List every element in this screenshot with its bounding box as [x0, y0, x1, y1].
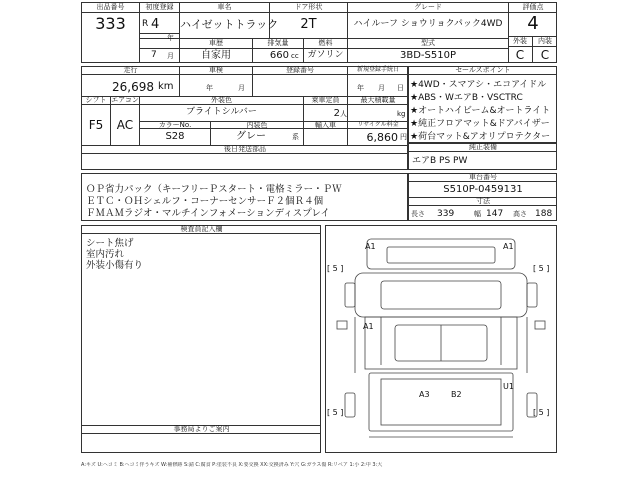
displacement: 660: [269, 50, 289, 61]
damage-mark: A1: [363, 322, 374, 331]
new-reg-day-unit: 日: [397, 84, 404, 92]
inspector-notes: [86, 238, 143, 271]
sales-point-item: ★純正フロアマット&ドアバイザー: [410, 119, 550, 129]
dimensions-label: 寸法: [476, 197, 490, 205]
height: 188: [535, 209, 553, 219]
recycle-fee-unit: 円: [400, 133, 407, 141]
tire-mark: [ 5 ]: [533, 264, 550, 273]
options-text: [86, 184, 342, 220]
options-line: ＥＴＣ・ＯＨシェルフ・コーナーセンサーＦ２個Ｒ４個: [86, 196, 324, 207]
footer-legend: A:キズ U:ヘコミ B:ヘコミ伴うキズ W:補修跡 S:錆 C:腐食 P:塗装不良 X:要交換 XX:交換済み Y:穴 G:ガラス傷 R:リペア 1:小 2:中 3:大: [81, 462, 383, 468]
damage-mark: A1: [365, 242, 376, 251]
inspector-label: 検査員記入欄: [180, 225, 223, 233]
chassis-label: 車台番号: [469, 173, 497, 181]
mileage-label: 走行: [123, 66, 138, 74]
body-color: ブライトシルバー: [186, 107, 257, 117]
sales-point-item: ★4WD・スマアシ・エコアイドル: [410, 80, 547, 90]
windshield-outline: [387, 247, 495, 263]
new-reg-month-unit: 月: [378, 84, 385, 92]
options-line: ＯＰ省力パック（キーフリーＰスタート・電格ミラー・ＰＷ: [86, 184, 342, 195]
fuel-label: 燃料: [318, 39, 333, 47]
color-no: S28: [165, 131, 185, 142]
wheel-front-right: [527, 283, 537, 307]
mirror-right: [535, 321, 545, 329]
front-view-outline: [367, 239, 515, 269]
car-name: ハイゼットトラック: [180, 18, 279, 31]
chassis-number: S510P-0459131: [443, 184, 523, 195]
inspection-year-unit: 年: [206, 84, 213, 92]
model-code: 3BD-S510P: [400, 50, 456, 61]
fuel: ガソリン: [307, 50, 344, 60]
sales-point-item: ★荷台マット&アオリプロテクター: [410, 132, 551, 142]
recycle-fee-label: リサイクル料金: [357, 121, 399, 128]
score: 4: [527, 13, 539, 34]
interior-color-label: 内装色: [246, 121, 268, 129]
interior-color-unit: 系: [292, 133, 299, 141]
car-name-label: 車名: [217, 3, 232, 11]
era: R: [142, 19, 149, 29]
standard-equipment: エアB PS PW: [412, 156, 468, 166]
wheel-rear-left: [345, 393, 355, 417]
length: 339: [437, 209, 455, 219]
shift-label: シフト: [85, 96, 107, 104]
tire-mark: [ 5 ]: [533, 408, 550, 417]
mileage: 26,698: [112, 80, 154, 94]
grade: ハイルーフ ショウリョクパック4WD: [353, 19, 503, 29]
displacement-unit: cc: [291, 52, 299, 60]
inspector-note: 室内汚れ: [86, 249, 125, 260]
damage-mark: U1: [503, 382, 514, 391]
damage-mark: A1: [503, 242, 514, 251]
capacity-unit: 人: [340, 110, 347, 118]
height-label: 高さ: [513, 210, 527, 218]
new-reg-year-unit: 年: [357, 84, 364, 92]
wheel-front-left: [345, 283, 355, 307]
damage-mark: A3: [419, 390, 430, 399]
accessories-label: 後日発送部品: [224, 145, 266, 153]
interior-grade: C: [540, 48, 550, 62]
era-year: 4: [151, 17, 160, 32]
doors-label: ドア形状: [294, 3, 323, 11]
month-unit: 月: [167, 52, 174, 60]
plate-label: 登録番号: [286, 66, 314, 74]
cargo-bed-inner: [381, 379, 501, 425]
width: 147: [486, 209, 504, 219]
model-label: 型式: [421, 39, 435, 47]
office-label: 事務局よりご案内: [173, 425, 230, 433]
shift: F5: [88, 118, 104, 132]
inspector-note: 外装小傷有り: [86, 260, 144, 271]
interior-label: 内装: [538, 37, 552, 45]
import-label: 輸入車: [315, 121, 336, 129]
equipment-label: 純正装備: [469, 143, 497, 151]
door-type: 2T: [300, 17, 317, 32]
interior-color: グレー: [236, 131, 266, 142]
options-line: ＦＭＡＭラジオ・マルチインフォメーションディスプレイ: [86, 208, 330, 219]
lot-number: 333: [95, 14, 126, 33]
max-load-label: 最大積載量: [360, 96, 396, 104]
reg-month: 7: [151, 50, 157, 60]
length-label: 長さ: [411, 210, 425, 218]
sales-point-item: ★ABS・WエアB・VSCTRC: [410, 93, 523, 103]
color-label: 外装色: [211, 96, 232, 104]
grade-label: グレード: [414, 3, 442, 11]
usage-label: 車歴: [209, 39, 223, 47]
max-load-unit: kg: [397, 110, 406, 118]
score-label: 評価点: [522, 3, 544, 11]
exterior-label: 外装: [513, 37, 527, 45]
new-reg-date-label: 新規登録手続日: [356, 66, 399, 73]
inspector-note: シート焦げ: [86, 238, 134, 249]
tire-mark: [ 5 ]: [327, 408, 344, 417]
lot-label: 出品番号: [96, 3, 125, 11]
damage-mark: B2: [451, 390, 462, 399]
inspection-month-unit: 月: [238, 84, 245, 92]
mileage-unit: km: [158, 81, 174, 92]
color-no-label: カラーNo.: [158, 121, 192, 129]
tire-mark: [ 5 ]: [327, 264, 344, 273]
sales-point-item: ★オートハイビーム&オートライト: [410, 106, 551, 116]
exterior-grade: C: [515, 48, 525, 62]
width-label: 幅: [474, 210, 481, 218]
ac-label: エアコン: [111, 96, 139, 104]
capacity: 2: [333, 108, 340, 119]
inspection-label: 車検: [209, 66, 223, 74]
usage: 自家用: [201, 50, 231, 61]
air-conditioner: AC: [116, 118, 134, 132]
mirror-left: [337, 321, 347, 329]
displacement-label: 排気量: [267, 39, 289, 47]
car-damage-diagram: [325, 225, 557, 453]
capacity-label: 乗車定員: [311, 96, 340, 104]
year-unit: 年: [167, 34, 174, 42]
roof-outline: [381, 281, 501, 309]
cargo-bed-outline: [369, 373, 513, 431]
recycle-fee: 6,860: [366, 131, 398, 144]
first-reg-label: 初度登録: [145, 3, 174, 11]
sales-points-label: セールスポイント: [455, 66, 511, 74]
